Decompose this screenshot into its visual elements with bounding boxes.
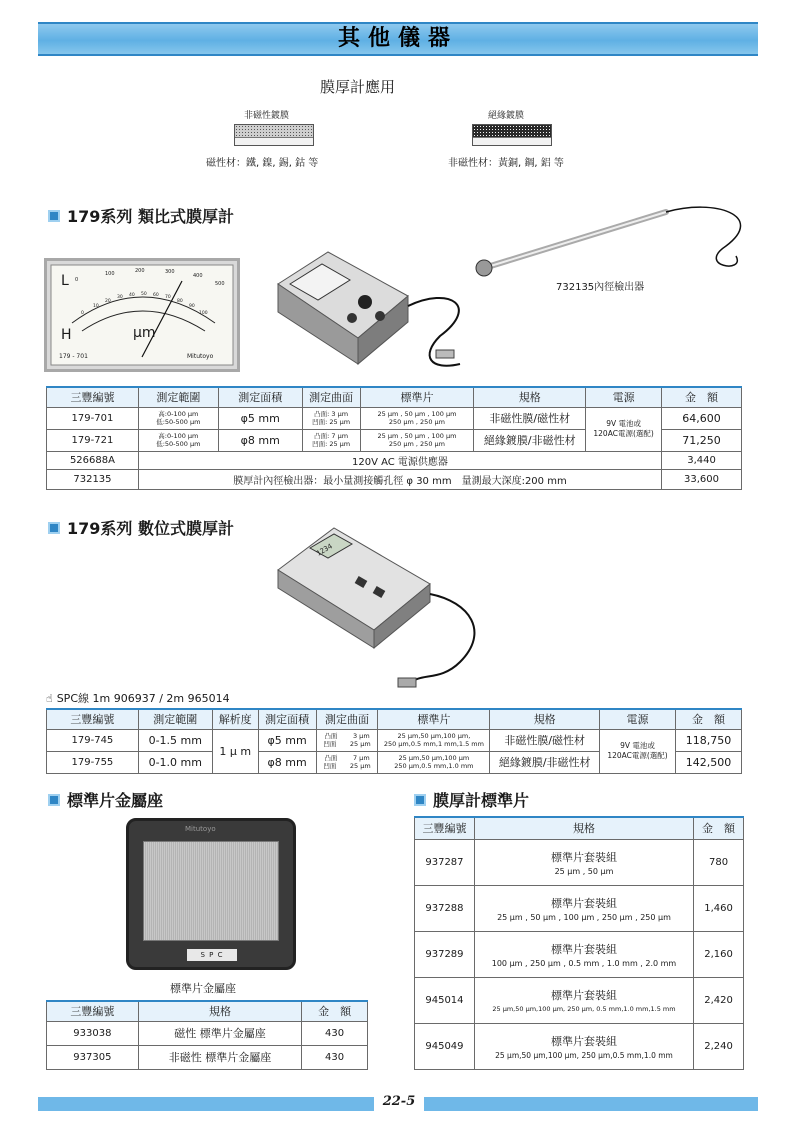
plate-brand: Mitutoyo [185,825,216,833]
digital-curve-cell: 凸面 3 μm 凹面 25 μm [316,729,378,751]
meter-scale-bottom-4: 40 [129,293,135,298]
meter-brand: Mitutoyo [187,353,214,360]
table-row [415,1023,744,1069]
digital-col-spec: 規格 [490,709,600,729]
base-spec-cell: 非磁性 標準片金屬座 [138,1045,301,1069]
base-price-cell: 430 [302,1045,368,1069]
base-col-spec: 規格 [138,1001,301,1021]
standards-code-cell: 937289 [415,931,475,977]
meter-label-h: H [61,327,72,343]
digital-price-cell: 118,750 [675,729,741,751]
meter-label-l: L [61,273,69,289]
base-section-heading [48,788,163,811]
digital-range-cell: 0-1.0 mm [138,751,212,773]
meter-scale-top-3: 300 [165,269,175,275]
digital-col-power: 電源 [600,709,676,729]
analog-section-heading [48,204,234,227]
meter-scale-top-0: 0 [75,277,79,283]
analog-range-cell: 高:0-100 μm 低:50-500 μm [138,407,218,429]
analog-col-curve: 測定曲面 [302,387,360,407]
standards-spec-cell: 標準片套裝組 25 μm , 50 μm [474,839,693,885]
digital-col-price: 金 額 [675,709,741,729]
square-bullet-icon [48,794,60,806]
digital-display-reading: 1234 [315,542,334,558]
meter-scale-top-2: 200 [135,268,145,274]
probe-caption: 732135內徑檢出器 [556,282,645,293]
title-bar [38,22,758,56]
standards-code-cell: 937288 [415,885,475,931]
meter-scale-top-5: 500 [215,281,225,287]
analog-standard-cell: 25 μm , 50 μm , 100 μm 250 μm , 250 μm [360,407,474,429]
base-spec-cell: 磁性 標準片金屬座 [138,1021,301,1045]
table-row [47,729,742,751]
table-row [47,469,742,489]
digital-section-title: 179系列 數位式膜厚計 [67,519,234,538]
page-number: 22-5 [374,1092,424,1112]
base-section-title: 標準片金屬座 [67,791,164,810]
standards-spec-cell: 標準片套裝組 100 μm , 250 μm , 0.5 mm , 1.0 mm , 2.0 mm [474,931,693,977]
base-code-cell: 933038 [47,1021,139,1045]
digital-area-cell: φ5 mm [258,729,316,751]
digital-col-range: 測定範圍 [138,709,212,729]
base-code-cell: 937305 [47,1045,139,1069]
digital-code-cell: 179-745 [47,729,139,751]
analog-standard-cell: 25 μm , 50 μm , 100 μm 250 μm , 250 μm [360,429,474,451]
analog-spec-table [46,386,742,490]
standards-code-cell: 937287 [415,839,475,885]
digital-device-image [270,522,500,692]
meter-scale-bottom-8: 80 [177,299,183,304]
digital-section-heading [48,516,234,539]
digital-code-cell: 179-755 [47,751,139,773]
analog-col-spec: 規格 [474,387,586,407]
table-row [47,1045,368,1069]
analog-code-cell: 179-721 [47,429,139,451]
digital-range-cell: 0-1.5 mm [138,729,212,751]
analog-curve-cell: 凸面: 3 μm 凹面: 25 μm [302,407,360,429]
meter-scale-bottom-0: 0 [81,311,84,316]
digital-spec-cell: 非磁性膜/磁性材 [490,729,600,751]
analog-col-price: 金 額 [662,387,742,407]
insulating-coating-swatch [472,124,552,146]
standards-price-cell: 2,160 [694,931,744,977]
base-col-price: 金 額 [302,1001,368,1021]
table-row [415,839,744,885]
meter-scale-bottom-6: 60 [153,293,159,298]
usage-title: 膜厚計應用 [320,78,396,96]
analog-price-cell: 71,250 [662,429,742,451]
analog-col-power: 電源 [586,387,662,407]
standards-price-cell: 1,460 [694,885,744,931]
digital-area-cell: φ8 mm [258,751,316,773]
accessory-code-cell: 526688A [47,451,139,469]
meter-scale-bottom-10: 100 [199,311,208,316]
meter-scale-bottom-9: 90 [189,304,195,309]
accessory-price-cell: 33,600 [662,469,742,489]
standards-spec-cell: 標準片套裝組 25 μm,50 μm,100 μm, 250 μm, 0.5 mm,1.0 mm,1.5 mm [474,977,693,1023]
table-row [415,931,744,977]
table-row [47,1021,368,1045]
digital-curve-cell: 凸面 7 μm 凹面 25 μm [316,751,378,773]
analog-area-cell: φ8 mm [218,429,302,451]
table-row [415,885,744,931]
spc-cable-text: SPC線 1m 906937 / 2m 965014 [56,692,230,705]
base-plate-caption: 標準片金屬座 [170,982,236,995]
digital-standard-cell: 25 μm,50 μm,100 μm, 250 μm,0.5 mm,1 mm,1.5 mm [378,729,490,751]
accessory-desc-cell: 膜厚計內徑檢出器：最小量測接觸孔徑 φ 30 mm 量測最大深度:200 mm [138,469,661,489]
standards-section-heading [414,788,529,811]
accessory-code-cell: 732135 [47,469,139,489]
digital-resolution-cell: 1 μ m [212,729,258,773]
base-col-code: 三豐編號 [47,1001,139,1021]
standard-base-plate-image [126,818,296,970]
square-bullet-icon [48,210,60,222]
nonmagnetic-coating-label: 非磁性鍍膜 [244,111,290,121]
table-row [47,407,742,429]
standards-spec-cell: 標準片套裝組 25 μm,50 μm,100 μm, 250 μm,0.5 mm,1.0 mm [474,1023,693,1069]
hand-pointer-icon: ☝ [46,691,53,705]
base-spec-table [46,1000,368,1070]
meter-unit: μm [133,325,156,341]
standards-col-spec: 規格 [474,817,693,839]
meter-scale-bottom-7: 70 [165,295,171,300]
analog-meter-image [44,258,240,372]
analog-code-cell: 179-701 [47,407,139,429]
digital-spec-table [46,708,742,774]
analog-col-code: 三豐編號 [47,387,139,407]
analog-col-range: 測定範圍 [138,387,218,407]
square-bullet-icon [48,522,60,534]
analog-area-cell: φ5 mm [218,407,302,429]
digital-col-standard: 標準片 [378,709,490,729]
standards-code-cell: 945049 [415,1023,475,1069]
standards-code-cell: 945014 [415,977,475,1023]
inner-probe-image [466,196,756,286]
digital-price-cell: 142,500 [675,751,741,773]
analog-curve-cell: 凸面: 7 μm 凹面: 25 μm [302,429,360,451]
standards-price-cell: 780 [694,839,744,885]
meter-scale-top-4: 400 [193,273,203,279]
analog-col-standard: 標準片 [360,387,474,407]
nonmagnetic-substrate-text: 磁性材：鐵, 鎳, 錫, 鈷 等 [206,158,319,169]
meter-model: 179 - 701 [59,353,88,360]
analog-section-title: 179系列 類比式膜厚計 [67,207,234,226]
standards-price-cell: 2,420 [694,977,744,1023]
nonmagnetic-coating-swatch [234,124,314,146]
analog-col-area: 測定面積 [218,387,302,407]
standards-spec-table [414,816,744,1070]
digital-standard-cell: 25 μm,50 μm,100 μm 250 μm,0.5 mm,1.0 mm [378,751,490,773]
table-row [47,451,742,469]
meter-scale-top-1: 100 [105,271,115,277]
analog-range-cell: 高:0-100 μm 低:50-500 μm [138,429,218,451]
digital-col-resolution: 解析度 [212,709,258,729]
insulating-coating-label: 絕緣鍍膜 [488,111,525,121]
standards-col-price: 金 額 [694,817,744,839]
digital-power-cell: 9V 電池或 120AC電源(選配) [600,729,676,773]
analog-spec-cell: 絕緣鍍膜/非磁性材 [474,429,586,451]
analog-price-cell: 64,600 [662,407,742,429]
analog-spec-cell: 非磁性膜/磁性材 [474,407,586,429]
standards-section-title: 膜厚計標準片 [433,791,530,810]
accessory-desc-cell: 120V AC 電源供應器 [138,451,661,469]
table-row [415,977,744,1023]
standards-price-cell: 2,240 [694,1023,744,1069]
meter-scale-bottom-2: 20 [105,299,111,304]
meter-scale-bottom-5: 50 [141,292,147,297]
meter-scale-bottom-1: 10 [93,304,99,309]
accessory-price-cell: 3,440 [662,451,742,469]
analog-power-cell: 9V 電池或 120AC電源(選配) [586,407,662,451]
base-price-cell: 430 [302,1021,368,1045]
digital-col-code: 三豐編號 [47,709,139,729]
standards-spec-cell: 標準片套裝組 25 μm , 50 μm , 100 μm , 250 μm , 250 μm [474,885,693,931]
plate-surface [143,841,279,941]
digital-col-curve: 測定曲面 [316,709,378,729]
standards-col-code: 三豐編號 [415,817,475,839]
meter-scale-bottom-3: 30 [117,295,123,300]
plate-spc-label: S P C [187,949,237,961]
digital-col-area: 測定面積 [258,709,316,729]
digital-spec-cell: 絕緣鍍膜/非磁性材 [490,751,600,773]
square-bullet-icon [414,794,426,806]
spc-cable-line [46,690,230,706]
page-title: 其他儀器 [337,26,458,51]
insulating-substrate-text: 非磁性材：黃銅, 鋼, 鋁 等 [448,158,564,169]
digital-gauge-unit-graphic [270,522,500,692]
inner-probe-graphic [466,196,756,286]
